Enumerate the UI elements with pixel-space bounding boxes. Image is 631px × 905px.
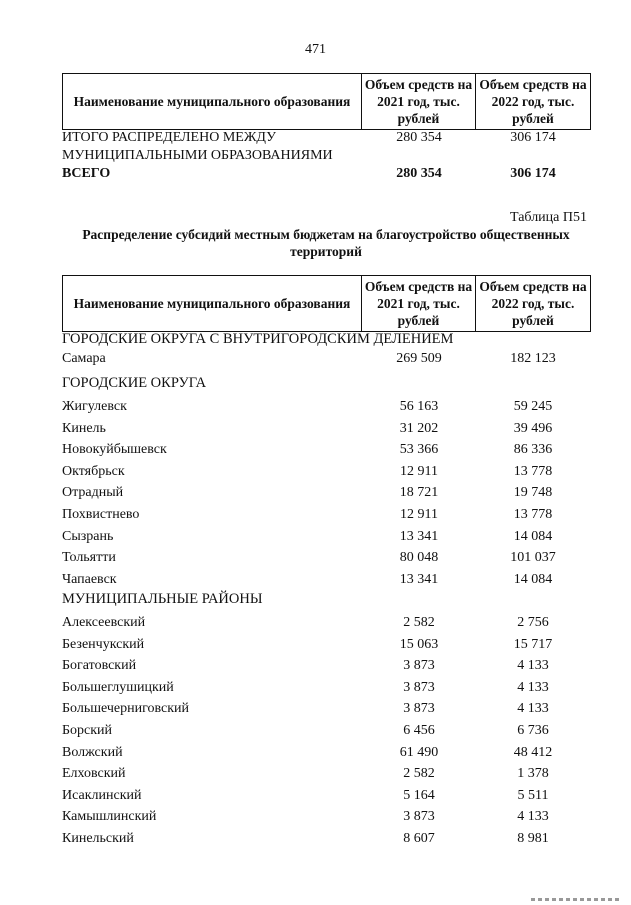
value-2021: 269 509 <box>396 351 442 366</box>
table-row <box>62 680 590 700</box>
vsego-row <box>62 166 590 186</box>
district-name: Октябрьск <box>62 463 125 479</box>
value-2022: 39 496 <box>513 420 553 436</box>
district-name: Исаклинский <box>62 787 142 803</box>
itogo-row <box>62 130 590 150</box>
table-row <box>62 615 590 635</box>
value-2021: 53 366 <box>399 442 439 458</box>
section-urban-districts: ГОРОДСКИЕ ОКРУГА <box>62 375 207 391</box>
value-2021: 13 341 <box>399 528 439 544</box>
table-row <box>62 831 590 851</box>
table-row <box>62 464 590 484</box>
value-2021: 3 873 <box>403 679 435 695</box>
value-2021: 13 341 <box>399 571 439 587</box>
column-header-name: Наименование муниципального образования <box>63 276 362 332</box>
value-2022: 19 748 <box>513 485 553 501</box>
table-row <box>62 572 590 592</box>
value-2022: 4 133 <box>517 701 549 717</box>
value-2022: 2 756 <box>517 615 549 630</box>
district-name: Большечерниговский <box>62 701 190 717</box>
table-row <box>62 507 590 527</box>
vsego-2022: 306 174 <box>510 166 556 181</box>
district-name: Новокуйбышевск <box>62 442 167 458</box>
value-2021: 6 456 <box>403 723 435 738</box>
value-2021: 18 721 <box>399 485 439 501</box>
value-2021: 15 063 <box>399 636 439 652</box>
table-row <box>62 399 590 419</box>
itogo-2022: 306 174 <box>510 130 556 145</box>
value-2022: 182 123 <box>510 351 556 366</box>
district-name: Кинельский <box>62 831 134 846</box>
value-2022: 4 133 <box>517 658 549 674</box>
value-2021: 3 873 <box>403 658 435 674</box>
table-row <box>62 658 590 678</box>
value-2022: 13 778 <box>513 463 553 479</box>
district-name: Безенчукский <box>62 636 145 652</box>
scan-edge-mark <box>531 898 621 901</box>
district-name: Борский <box>62 723 113 738</box>
itogo-row-line2 <box>62 148 590 168</box>
district-name: Самара <box>62 351 106 366</box>
value-2021: 31 202 <box>399 420 439 436</box>
district-name: Большеглушицкий <box>62 679 174 695</box>
value-2021: 2 582 <box>403 615 435 630</box>
table-row <box>62 442 590 462</box>
value-2021: 12 911 <box>400 507 438 522</box>
table-label: Таблица П51 <box>510 210 587 225</box>
district-name: Алексеевский <box>62 615 146 630</box>
value-2022: 59 245 <box>513 399 553 414</box>
value-2022: 4 133 <box>517 679 549 695</box>
table-title: Распределение субсидий местным бюджетам на благоустройство общественных территорий <box>82 227 570 259</box>
value-2021: 56 163 <box>399 399 439 414</box>
section-urban-districts-with-division: ГОРОДСКИЕ ОКРУГА С ВНУТРИГОРОДСКИМ ДЕЛЕНИЕМ <box>62 331 454 347</box>
value-2022: 4 133 <box>517 809 549 825</box>
table-row <box>62 745 590 765</box>
district-name: Тольятти <box>62 550 116 566</box>
itogo-2021: 280 354 <box>396 130 442 145</box>
column-header-2022: Объем средств на 2022 год, тыс. рублей <box>476 74 591 130</box>
value-2022: 48 412 <box>513 744 553 760</box>
value-2022: 14 084 <box>513 528 553 544</box>
table-row <box>62 351 590 371</box>
header-table-p51 <box>62 275 591 332</box>
value-2021: 2 582 <box>403 766 435 782</box>
district-name: Чапаевск <box>62 571 117 587</box>
table-row <box>62 637 590 657</box>
column-header-2022: Объем средств на 2022 год, тыс. рублей <box>476 276 591 332</box>
value-2022: 5 511 <box>517 787 549 803</box>
district-name: Кинель <box>62 420 106 436</box>
district-name: Богатовский <box>62 658 137 674</box>
value-2021: 3 873 <box>403 809 435 825</box>
value-2022: 86 336 <box>513 442 553 458</box>
district-name: Похвистнево <box>62 507 140 522</box>
value-2022: 15 717 <box>513 636 553 652</box>
itogo-label-line1: ИТОГО РАСПРЕДЕЛЕНО МЕЖДУ <box>62 130 276 145</box>
value-2021: 80 048 <box>399 550 439 566</box>
value-2022: 14 084 <box>513 571 553 587</box>
table-row <box>62 809 590 829</box>
page-number: 471 <box>305 42 326 57</box>
table-row <box>62 701 590 721</box>
table-row <box>62 766 590 786</box>
value-2022: 13 778 <box>513 507 553 522</box>
value-2021: 8 607 <box>403 831 435 846</box>
column-header-name: Наименование муниципального образования <box>63 74 362 130</box>
table-row <box>62 421 590 441</box>
column-header-2021: Объем средств на 2021 год, тыс. рублей <box>362 74 476 130</box>
table-row <box>62 723 590 743</box>
header-table-continued <box>62 73 591 130</box>
district-name: Отрадный <box>62 485 124 501</box>
district-name: Жигулевск <box>62 399 127 414</box>
value-2022: 8 981 <box>517 831 549 846</box>
district-name: Елховский <box>62 766 126 782</box>
value-2021: 61 490 <box>399 744 439 760</box>
vsego-label: ВСЕГО <box>62 166 111 181</box>
vsego-2021: 280 354 <box>396 166 442 181</box>
table-row <box>62 529 590 549</box>
value-2022: 1 378 <box>517 766 549 782</box>
section-municipal-districts: МУНИЦИПАЛЬНЫЕ РАЙОНЫ <box>62 591 263 607</box>
district-name: Волжский <box>62 744 123 760</box>
value-2021: 5 164 <box>403 787 435 803</box>
value-2021: 12 911 <box>400 463 438 479</box>
value-2021: 3 873 <box>403 701 435 717</box>
value-2022: 101 037 <box>510 550 556 566</box>
value-2022: 6 736 <box>517 723 549 738</box>
itogo-label-line2: МУНИЦИПАЛЬНЫМИ ОБРАЗОВАНИЯМИ <box>62 148 333 163</box>
district-name: Сызрань <box>62 528 114 544</box>
table-row <box>62 788 590 808</box>
table-row <box>62 550 590 570</box>
table-row <box>62 485 590 505</box>
district-name: Камышлинский <box>62 809 157 825</box>
column-header-2021: Объем средств на 2021 год, тыс. рублей <box>362 276 476 332</box>
